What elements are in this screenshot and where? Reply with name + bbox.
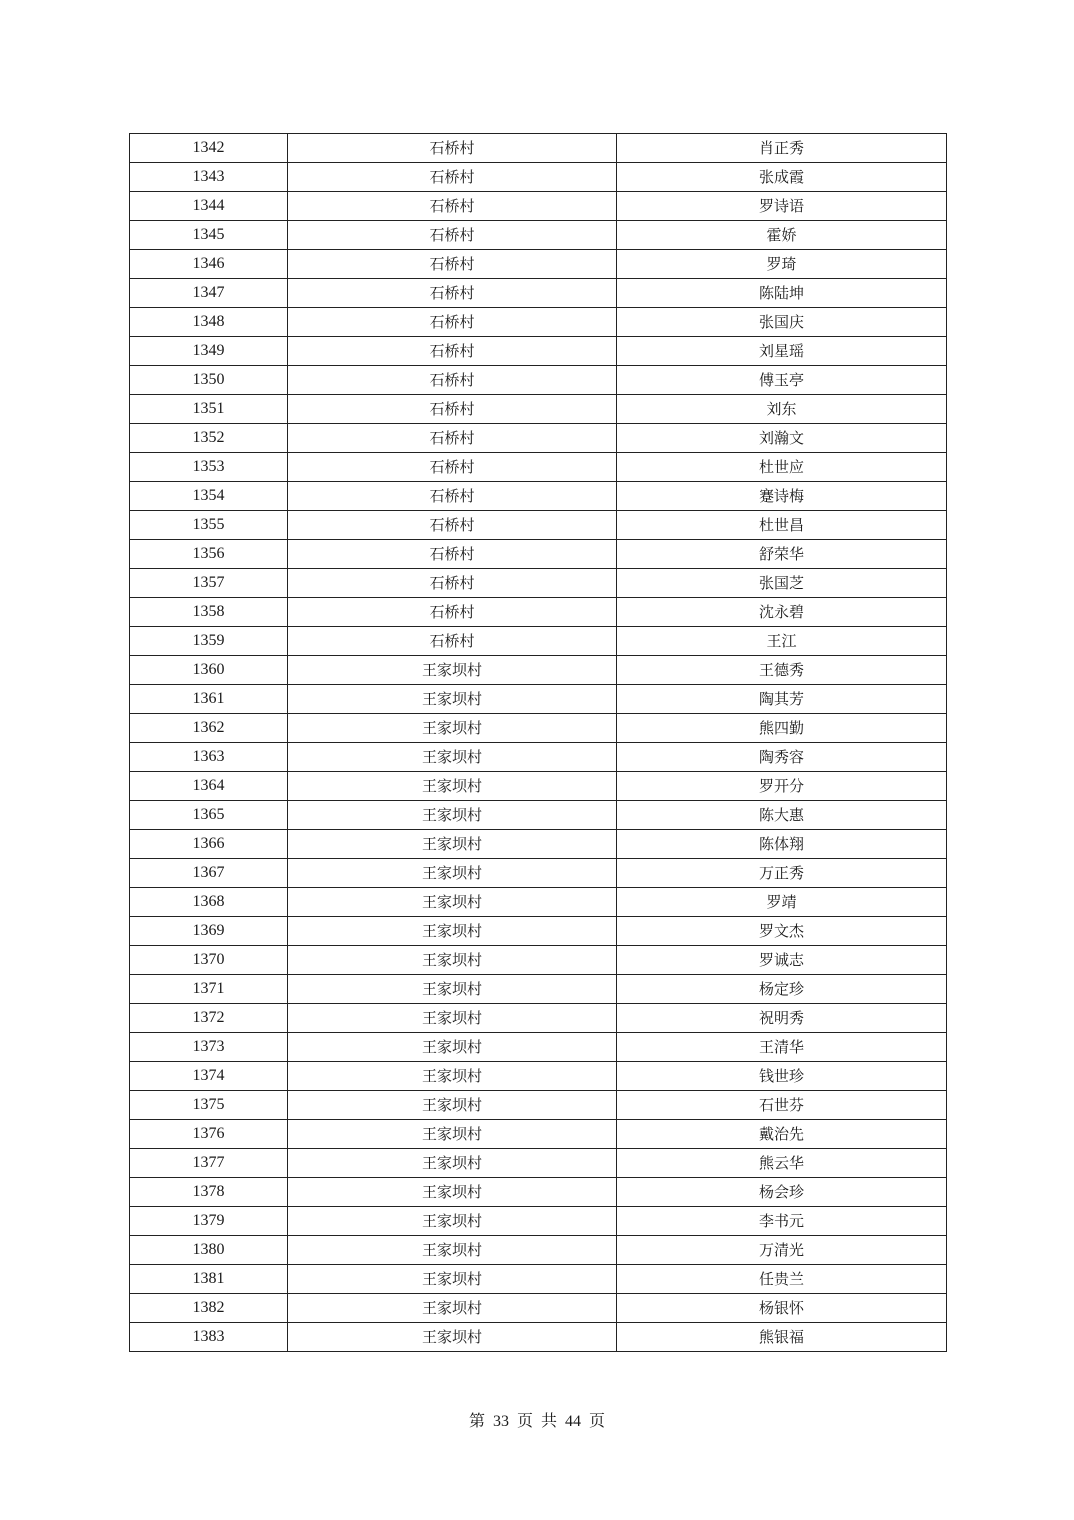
row-number-cell: 1355 <box>130 511 288 540</box>
village-cell: 王家坝村 <box>288 685 617 714</box>
person-name-cell: 罗靖 <box>617 888 947 917</box>
table-row <box>130 714 947 743</box>
row-number-cell: 1354 <box>130 482 288 511</box>
person-name-cell: 蹇诗梅 <box>617 482 947 511</box>
village-cell: 石桥村 <box>288 627 617 656</box>
row-number-cell: 1371 <box>130 975 288 1004</box>
village-cell: 石桥村 <box>288 598 617 627</box>
table-row <box>130 656 947 685</box>
village-cell: 王家坝村 <box>288 1120 617 1149</box>
person-name-cell: 杜世应 <box>617 453 947 482</box>
table-row <box>130 511 947 540</box>
village-cell: 王家坝村 <box>288 714 617 743</box>
village-cell: 王家坝村 <box>288 1178 617 1207</box>
table-row <box>130 975 947 1004</box>
village-cell: 石桥村 <box>288 279 617 308</box>
table-row <box>130 366 947 395</box>
village-cell: 石桥村 <box>288 395 617 424</box>
person-name-cell: 杨会珍 <box>617 1178 947 1207</box>
table-row <box>130 540 947 569</box>
table-row <box>130 801 947 830</box>
footer-prefix: 第 <box>468 1411 485 1430</box>
person-name-cell: 陈陆坤 <box>617 279 947 308</box>
footer-total-word: 共 <box>541 1411 558 1430</box>
table-row <box>130 221 947 250</box>
person-name-cell: 任贵兰 <box>617 1265 947 1294</box>
table-row <box>130 1062 947 1091</box>
person-name-cell: 刘东 <box>617 395 947 424</box>
row-number-cell: 1379 <box>130 1207 288 1236</box>
row-number-cell: 1356 <box>130 540 288 569</box>
row-number-cell: 1363 <box>130 743 288 772</box>
village-cell: 王家坝村 <box>288 1033 617 1062</box>
table-row <box>130 917 947 946</box>
row-number-cell: 1361 <box>130 685 288 714</box>
person-name-cell: 罗文杰 <box>617 917 947 946</box>
village-cell: 石桥村 <box>288 308 617 337</box>
row-number-cell: 1377 <box>130 1149 288 1178</box>
row-number-cell: 1375 <box>130 1091 288 1120</box>
village-cell: 王家坝村 <box>288 1004 617 1033</box>
table-row <box>130 134 947 163</box>
row-number-cell: 1380 <box>130 1236 288 1265</box>
person-name-cell: 罗诗语 <box>617 192 947 221</box>
row-number-cell: 1347 <box>130 279 288 308</box>
row-number-cell: 1346 <box>130 250 288 279</box>
person-name-cell: 陈大惠 <box>617 801 947 830</box>
row-number-cell: 1383 <box>130 1323 288 1352</box>
village-cell: 王家坝村 <box>288 1323 617 1352</box>
village-cell: 王家坝村 <box>288 1294 617 1323</box>
village-cell: 王家坝村 <box>288 1149 617 1178</box>
row-number-cell: 1366 <box>130 830 288 859</box>
table-row <box>130 453 947 482</box>
table-row <box>130 395 947 424</box>
person-name-cell: 王清华 <box>617 1033 947 1062</box>
row-number-cell: 1360 <box>130 656 288 685</box>
person-name-cell: 陶其芳 <box>617 685 947 714</box>
table-row <box>130 1236 947 1265</box>
row-number-cell: 1342 <box>130 134 288 163</box>
village-cell: 王家坝村 <box>288 830 617 859</box>
person-name-cell: 张国芝 <box>617 569 947 598</box>
village-cell: 王家坝村 <box>288 801 617 830</box>
row-number-cell: 1376 <box>130 1120 288 1149</box>
village-cell: 王家坝村 <box>288 656 617 685</box>
person-name-cell: 陶秀容 <box>617 743 947 772</box>
table-row <box>130 424 947 453</box>
village-cell: 石桥村 <box>288 192 617 221</box>
row-number-cell: 1345 <box>130 221 288 250</box>
table-row <box>130 627 947 656</box>
person-name-cell: 陈体翔 <box>617 830 947 859</box>
person-name-cell: 钱世珍 <box>617 1062 947 1091</box>
person-name-cell: 王江 <box>617 627 947 656</box>
table-row <box>130 685 947 714</box>
footer-suffix: 页 <box>589 1411 606 1430</box>
row-number-cell: 1365 <box>130 801 288 830</box>
person-name-cell: 罗开分 <box>617 772 947 801</box>
person-name-cell: 万正秀 <box>617 859 947 888</box>
person-name-cell: 杨定珍 <box>617 975 947 1004</box>
person-name-cell: 罗琦 <box>617 250 947 279</box>
person-name-cell: 李书元 <box>617 1207 947 1236</box>
row-number-cell: 1367 <box>130 859 288 888</box>
village-cell: 王家坝村 <box>288 1062 617 1091</box>
row-number-cell: 1344 <box>130 192 288 221</box>
row-number-cell: 1370 <box>130 946 288 975</box>
row-number-cell: 1378 <box>130 1178 288 1207</box>
person-name-cell: 万清光 <box>617 1236 947 1265</box>
row-number-cell: 1373 <box>130 1033 288 1062</box>
row-number-cell: 1343 <box>130 163 288 192</box>
roster-table <box>129 133 947 1352</box>
village-cell: 石桥村 <box>288 453 617 482</box>
village-cell: 王家坝村 <box>288 946 617 975</box>
row-number-cell: 1364 <box>130 772 288 801</box>
person-name-cell: 沈永碧 <box>617 598 947 627</box>
village-cell: 石桥村 <box>288 163 617 192</box>
roster-table-body <box>130 134 947 1352</box>
person-name-cell: 舒荣华 <box>617 540 947 569</box>
person-name-cell: 戴治先 <box>617 1120 947 1149</box>
row-number-cell: 1351 <box>130 395 288 424</box>
village-cell: 石桥村 <box>288 540 617 569</box>
table-row <box>130 772 947 801</box>
person-name-cell: 祝明秀 <box>617 1004 947 1033</box>
village-cell: 石桥村 <box>288 366 617 395</box>
table-row <box>130 1033 947 1062</box>
person-name-cell: 傅玉亭 <box>617 366 947 395</box>
person-name-cell: 杨银怀 <box>617 1294 947 1323</box>
person-name-cell: 熊云华 <box>617 1149 947 1178</box>
village-cell: 石桥村 <box>288 134 617 163</box>
village-cell: 石桥村 <box>288 511 617 540</box>
row-number-cell: 1369 <box>130 917 288 946</box>
row-number-cell: 1372 <box>130 1004 288 1033</box>
village-cell: 王家坝村 <box>288 1207 617 1236</box>
table-row <box>130 1004 947 1033</box>
person-name-cell: 杜世昌 <box>617 511 947 540</box>
table-row <box>130 1323 947 1352</box>
row-number-cell: 1381 <box>130 1265 288 1294</box>
table-row <box>130 598 947 627</box>
table-row <box>130 743 947 772</box>
table-row <box>130 308 947 337</box>
page-footer <box>0 1408 1074 1431</box>
village-cell: 王家坝村 <box>288 1091 617 1120</box>
village-cell: 王家坝村 <box>288 859 617 888</box>
table-row <box>130 859 947 888</box>
village-cell: 王家坝村 <box>288 743 617 772</box>
row-number-cell: 1362 <box>130 714 288 743</box>
footer-page-word: 页 <box>516 1411 533 1430</box>
village-cell: 石桥村 <box>288 221 617 250</box>
village-cell: 王家坝村 <box>288 1236 617 1265</box>
village-cell: 石桥村 <box>288 569 617 598</box>
row-number-cell: 1374 <box>130 1062 288 1091</box>
person-name-cell: 霍娇 <box>617 221 947 250</box>
table-row <box>130 946 947 975</box>
total-page-number: 44 <box>565 1413 582 1430</box>
village-cell: 石桥村 <box>288 482 617 511</box>
person-name-cell: 熊银福 <box>617 1323 947 1352</box>
row-number-cell: 1352 <box>130 424 288 453</box>
person-name-cell: 王德秀 <box>617 656 947 685</box>
table-row <box>130 163 947 192</box>
table-row <box>130 1178 947 1207</box>
village-cell: 王家坝村 <box>288 1265 617 1294</box>
current-page-number: 33 <box>492 1413 509 1430</box>
table-row <box>130 1207 947 1236</box>
table-row <box>130 1120 947 1149</box>
table-row <box>130 1294 947 1323</box>
table-row <box>130 1265 947 1294</box>
row-number-cell: 1349 <box>130 337 288 366</box>
village-cell: 王家坝村 <box>288 917 617 946</box>
person-name-cell: 肖正秀 <box>617 134 947 163</box>
person-name-cell: 罗诚志 <box>617 946 947 975</box>
village-cell: 石桥村 <box>288 250 617 279</box>
person-name-cell: 石世芬 <box>617 1091 947 1120</box>
row-number-cell: 1357 <box>130 569 288 598</box>
person-name-cell: 熊四勤 <box>617 714 947 743</box>
table-row <box>130 337 947 366</box>
row-number-cell: 1353 <box>130 453 288 482</box>
row-number-cell: 1382 <box>130 1294 288 1323</box>
village-cell: 石桥村 <box>288 337 617 366</box>
row-number-cell: 1350 <box>130 366 288 395</box>
row-number-cell: 1359 <box>130 627 288 656</box>
table-row <box>130 250 947 279</box>
table-row <box>130 830 947 859</box>
person-name-cell: 刘瀚文 <box>617 424 947 453</box>
table-row <box>130 279 947 308</box>
table-row <box>130 192 947 221</box>
table-row <box>130 569 947 598</box>
row-number-cell: 1368 <box>130 888 288 917</box>
village-cell: 王家坝村 <box>288 975 617 1004</box>
table-row <box>130 888 947 917</box>
table-row <box>130 1149 947 1178</box>
person-name-cell: 刘星瑶 <box>617 337 947 366</box>
village-cell: 王家坝村 <box>288 888 617 917</box>
person-name-cell: 张国庆 <box>617 308 947 337</box>
row-number-cell: 1358 <box>130 598 288 627</box>
table-row <box>130 1091 947 1120</box>
village-cell: 王家坝村 <box>288 772 617 801</box>
row-number-cell: 1348 <box>130 308 288 337</box>
village-cell: 石桥村 <box>288 424 617 453</box>
person-name-cell: 张成霞 <box>617 163 947 192</box>
table-row <box>130 482 947 511</box>
